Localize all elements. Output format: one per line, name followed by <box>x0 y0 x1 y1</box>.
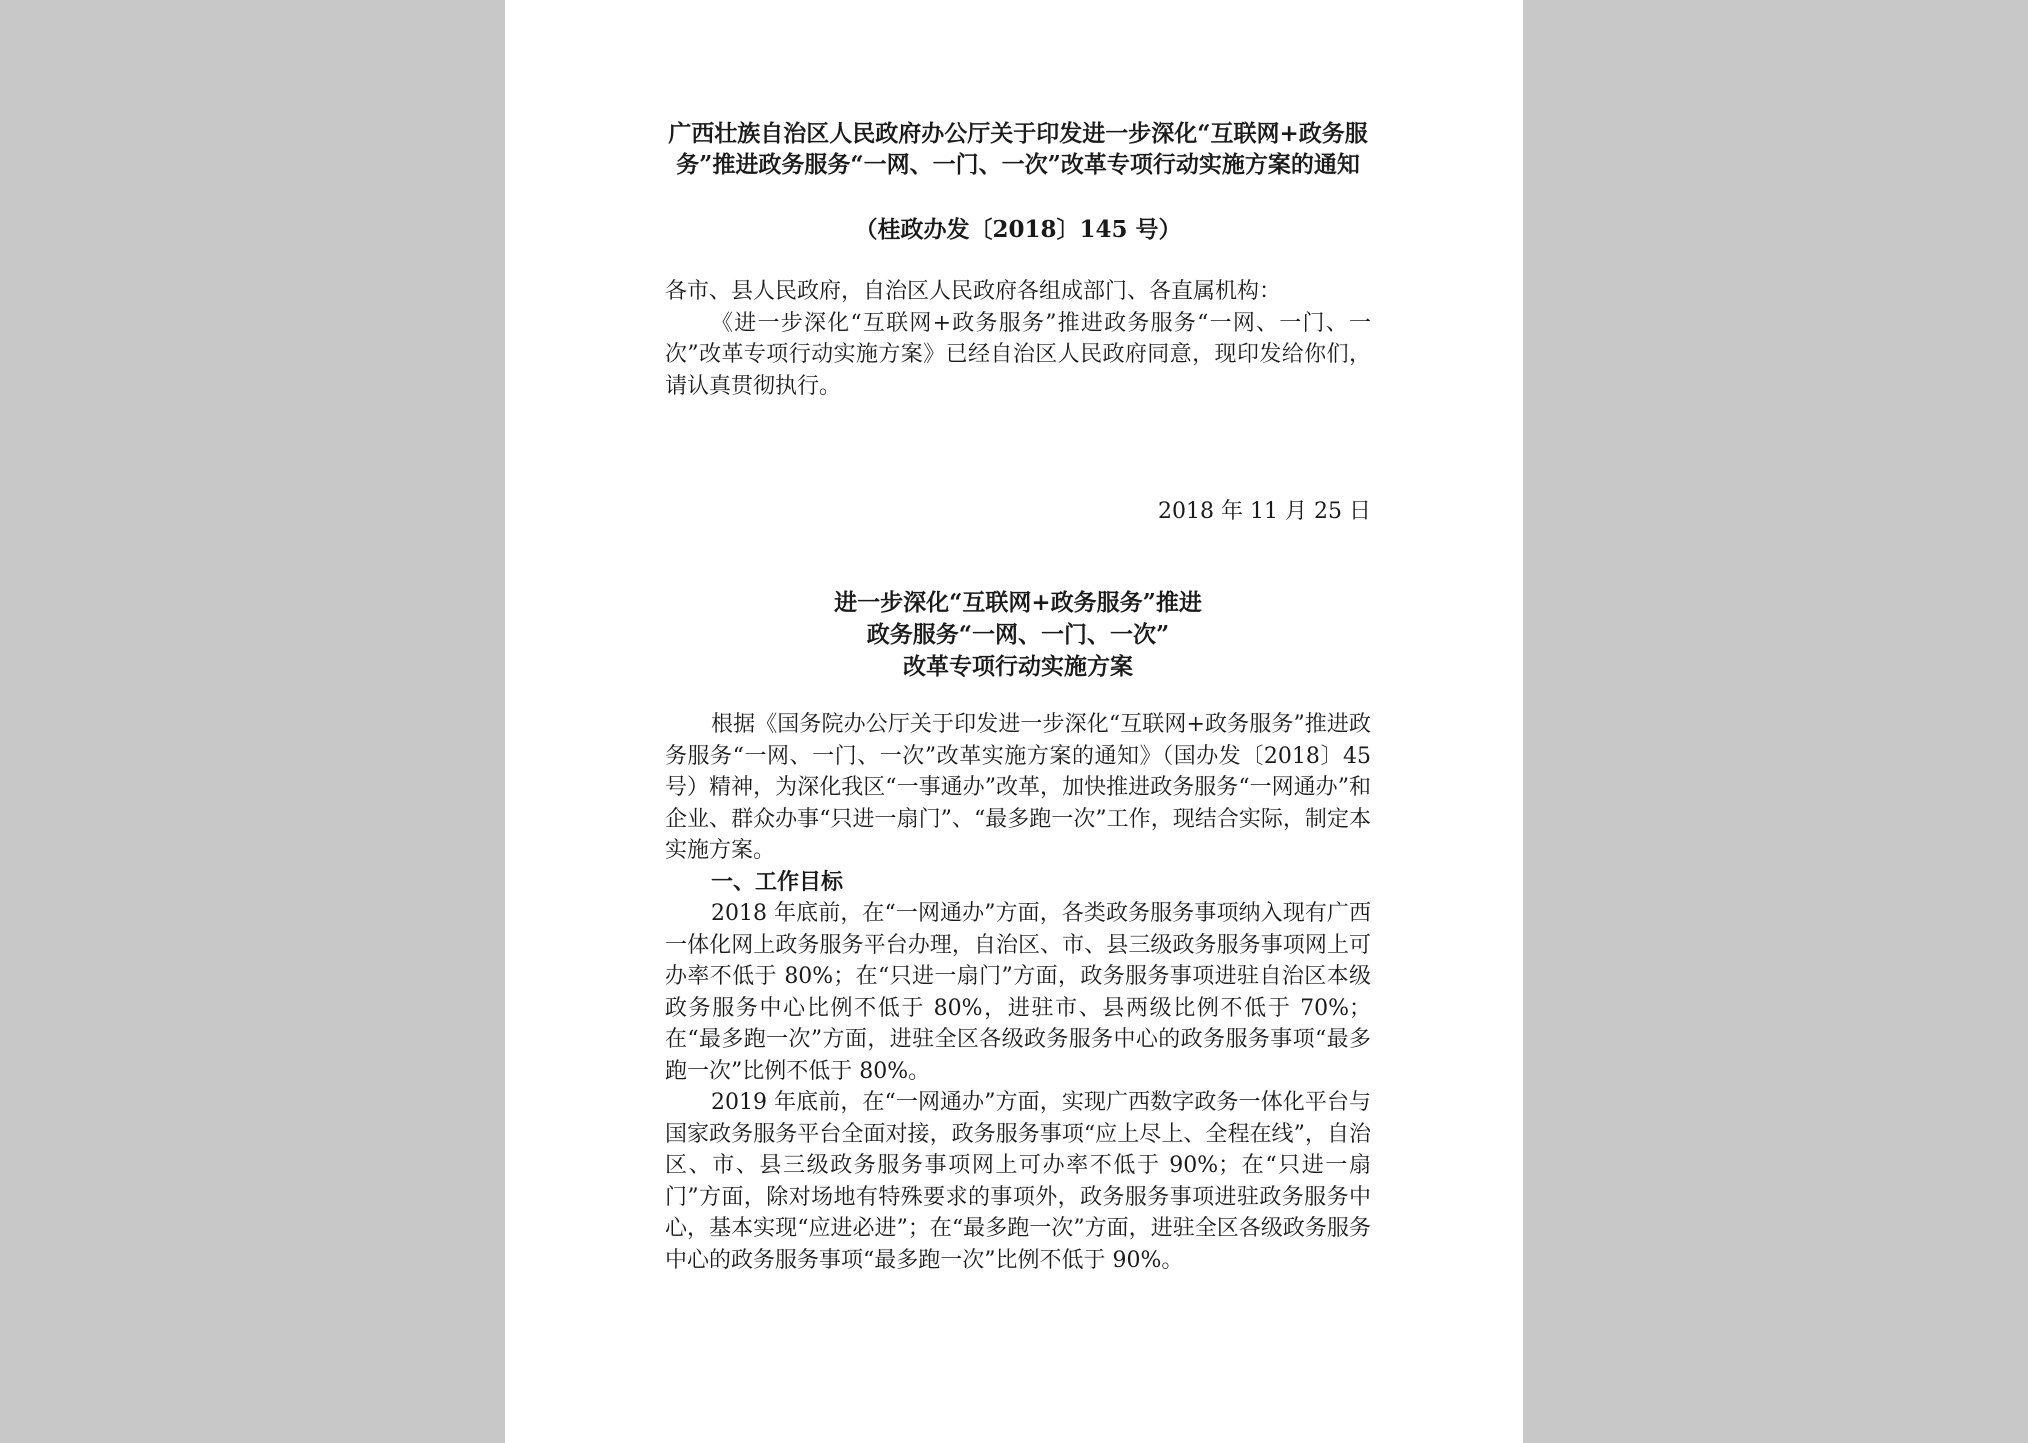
goal-2019-paragraph: 2019 年底前，在“一网通办”方面，实现广西数字政务一体化平台与国家政务服务平台全面对接，政务服务事项“应上尽上、全程在线”，自治区、市、县三级政务服务事项网上可办率不低于 90%；在“只进一扇门”方面，除对场地有特殊要求的事项外，政务服务事项进驻政务服务中心，基本实现“应进必进”；在“最多跑一次”方面，进驻全区各级政务服务中心的政务服务事项“最多跑一次”比例不低于 90%。 <box>665 1090 1371 1273</box>
plan-title-line: 政务服务“一网、一门、一次” <box>866 621 1170 648</box>
section-heading: 一、工作目标 <box>711 868 844 895</box>
intro-paragraph: 根据《国务院办公厅关于印发进一步深化“互联网+政务服务”推进政务服务“一网、一门、一次”改革实施方案的通知》（国办发〔2018〕45 号）精神，为深化我区“一事通办”改革，加快推进政务服务“一网通办”和企业、群众办事“只进一扇门”、“最多跑一次”工作，现结合实际，制定本实施方案。 <box>665 712 1371 863</box>
plan-body <box>665 709 1371 1276</box>
notice-title: 广西壮族自治区人民政府办公厅关于印发进一步深化“互联网+政务服务”推进政务服务“一网、一门、一次”改革专项行动实施方案的通知 <box>668 120 1368 178</box>
notice-paragraph: 《进一步深化“互联网+政务服务”推进政务服务“一网、一门、一次”改革专项行动实施方案》已经自治区人民政府同意，现印发给你们，请认真贯彻执行。 <box>665 310 1371 399</box>
document-page <box>505 0 1523 1443</box>
notice-body <box>665 276 1371 402</box>
goal-2018-paragraph: 2018 年底前，在“一网通办”方面，各类政务服务事项纳入现有广西一体化网上政务服务平台办理，自治区、市、县三级政务服务事项网上可办率不低于 80%；在“只进一扇门”方面，政务服务事项进驻自治区本级政务服务中心比例不低于 80%，进驻市、县两级比例不低于 70%；在“最多跑一次”方面，进驻全区各级政务服务中心的政务服务事项“最多跑一次”比例不低于 80%。 <box>665 901 1371 1084</box>
salutation: 各市、县人民政府，自治区人民政府各组成部门、各直属机构： <box>665 279 1282 304</box>
plan-title-line: 改革专项行动实施方案 <box>903 653 1133 680</box>
document-number: （桂政办发〔2018〕145 号） <box>854 216 1182 243</box>
issue-date: 2018 年 11 月 25 日 <box>1158 499 1371 524</box>
plan-title-line: 进一步深化“互联网+政务服务”推进 <box>834 589 1202 616</box>
plan-title <box>665 587 1371 683</box>
